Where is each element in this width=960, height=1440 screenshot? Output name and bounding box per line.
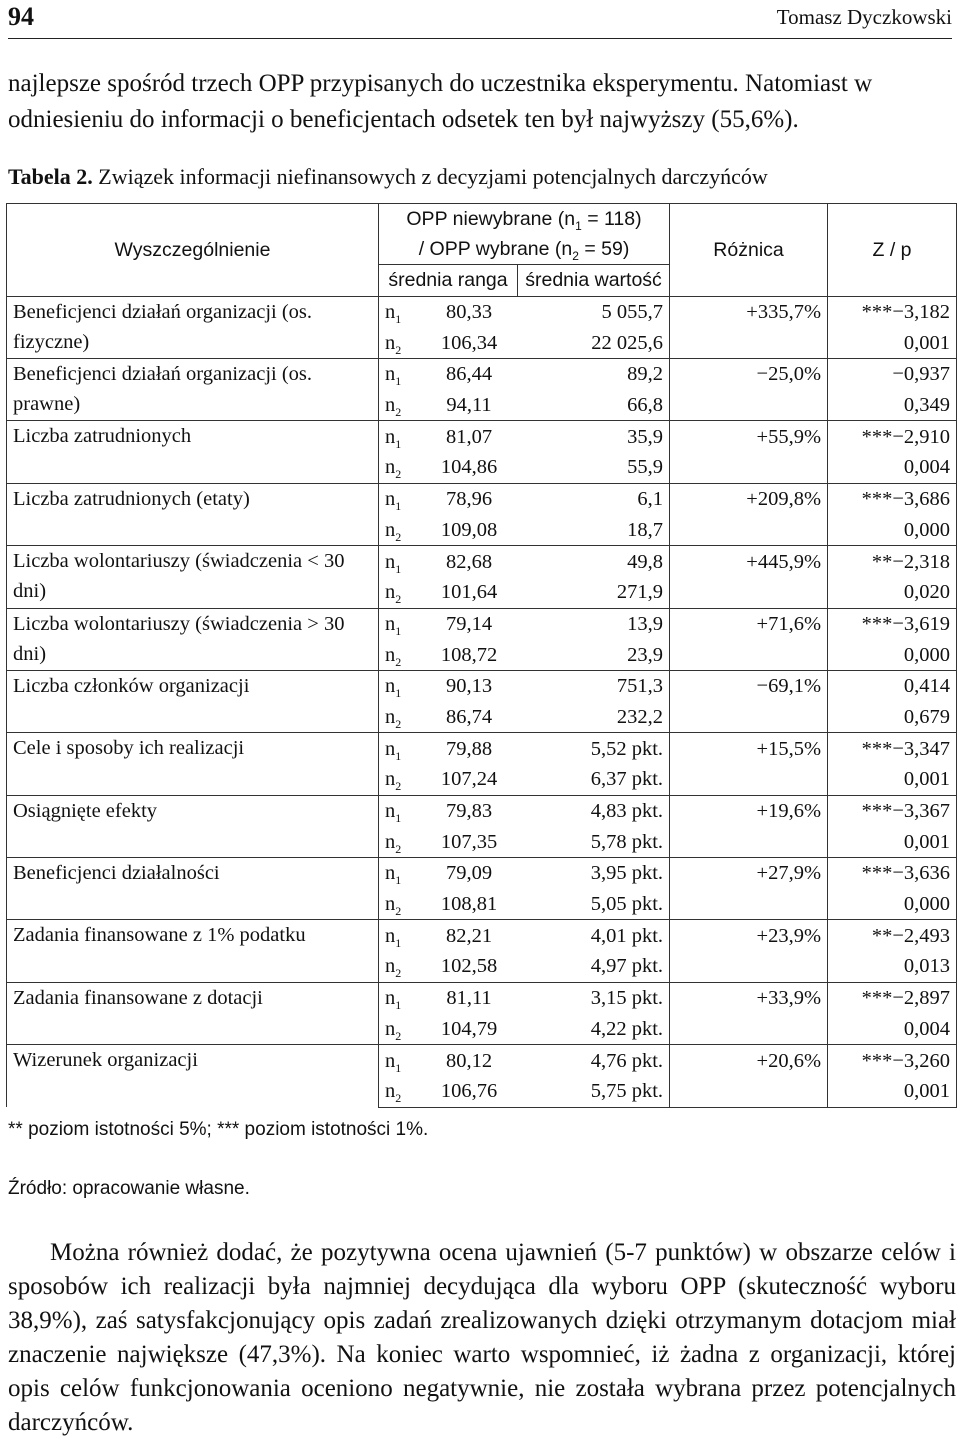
- group-subscript: 1: [395, 624, 402, 638]
- group-letter: n: [385, 301, 396, 324]
- p-value: 0,004: [828, 452, 957, 483]
- p-value: 0,000: [828, 889, 957, 920]
- difference: −69,1%: [670, 670, 828, 701]
- group-letter: n: [385, 394, 396, 417]
- group-subscript: 2: [395, 405, 402, 420]
- group-subscript: 2: [395, 592, 402, 607]
- group-letter: n: [385, 675, 396, 698]
- row-label: Zadania finansowane z 1% podatku: [7, 920, 379, 982]
- group-letter: n: [385, 862, 396, 885]
- mean-value: 35,9: [518, 421, 670, 452]
- group-letter: n: [385, 987, 396, 1010]
- row-label: Liczba członków organizacji: [7, 670, 379, 732]
- group-subscript: 1: [395, 561, 402, 576]
- group-subscript: 1: [395, 686, 402, 701]
- running-author: Tomasz Dyczkowski: [776, 5, 952, 29]
- difference: +33,9%: [670, 982, 828, 1013]
- difference-empty: [670, 327, 828, 358]
- group-letter: n: [385, 425, 396, 448]
- table-row: [7, 1045, 957, 1076]
- mean-rank: 79,09: [421, 858, 518, 889]
- mean-value: 49,8: [518, 546, 670, 577]
- group-letter: n: [385, 1017, 396, 1040]
- z-statistic: ***−3,347: [828, 733, 957, 764]
- difference: +19,6%: [670, 795, 828, 826]
- group-subscript: 1: [395, 935, 402, 950]
- mean-value: 5 055,7: [518, 296, 670, 327]
- mean-rank: 108,81: [440, 893, 498, 916]
- header-group-text: OPP niewybrane (n: [406, 208, 576, 230]
- header-cell: Z / p: [828, 204, 957, 297]
- table-row: [7, 546, 957, 577]
- row-label: Liczba zatrudnionych (etaty): [7, 483, 379, 545]
- group-subscript: 2: [395, 1091, 402, 1106]
- mean-rank: 90,13: [421, 670, 518, 701]
- z-statistic: ***−3,182: [828, 296, 957, 327]
- header-group-text: / OPP wybrane (n: [418, 238, 573, 260]
- group-letter: n: [385, 643, 396, 666]
- row-label: Osiągnięte efekty: [7, 795, 379, 857]
- group-subscript: 2: [395, 1028, 402, 1043]
- group-letter: n: [385, 456, 396, 479]
- mean-rank: 82,21: [421, 920, 518, 951]
- group-indicator: [379, 483, 421, 514]
- header-cell: Wyszczególnienie: [7, 204, 379, 297]
- p-value: 0,020: [828, 577, 957, 608]
- mean-rank: 80,12: [421, 1045, 518, 1076]
- mean-value: 6,37 pkt.: [518, 764, 670, 795]
- mean-value: 3,95 pkt.: [518, 858, 670, 889]
- table-row: [7, 359, 957, 390]
- group-subscript: 2: [395, 904, 402, 919]
- mean-rank: 82,68: [421, 546, 518, 577]
- table-caption: [8, 164, 768, 190]
- row-label: Liczba zatrudnionych: [7, 421, 379, 483]
- significance-note: ** poziom istotności 5%; *** poziom istotności 1%.: [8, 1119, 429, 1140]
- group-indicator: [379, 639, 421, 670]
- group-letter: n: [385, 612, 396, 635]
- mean-value: 4,76 pkt.: [518, 1045, 670, 1076]
- mean-value: 4,01 pkt.: [518, 920, 670, 951]
- mean-rank: 106,34: [440, 331, 498, 354]
- difference: +71,6%: [670, 608, 828, 639]
- header-group-line: [385, 204, 663, 234]
- header-cell: średnia wartość: [518, 265, 670, 297]
- group-indicator: [379, 951, 421, 982]
- group-letter: n: [385, 1080, 396, 1103]
- difference-empty: [670, 515, 828, 546]
- mean-value: 22 025,6: [518, 327, 670, 358]
- difference: +15,5%: [670, 733, 828, 764]
- group-subscript: 2: [395, 717, 402, 732]
- group-indicator: [379, 795, 421, 826]
- mean-value: 4,22 pkt.: [518, 1014, 670, 1045]
- table-row: [7, 920, 957, 951]
- group-letter: n: [385, 893, 396, 916]
- header-group: [379, 204, 670, 265]
- table-row: [7, 483, 957, 514]
- running-header: [8, 0, 952, 39]
- header-cell: Różnica: [670, 204, 828, 297]
- group-letter: n: [385, 737, 396, 760]
- group-indicator: [379, 577, 421, 608]
- mean-rank: 104,79: [440, 1017, 498, 1040]
- group-indicator: [379, 858, 421, 889]
- difference: +27,9%: [670, 858, 828, 889]
- z-statistic: ***−3,619: [828, 608, 957, 639]
- table-caption-text: Związek informacji niefinansowych z decyzjami potencjalnych darczyńców: [92, 164, 768, 189]
- mean-rank: 101,64: [440, 581, 498, 604]
- closing-paragraph: Można również dodać, że pozytywna ocena ujawnień (5-7 punktów) w obszarze celów i sposobów ich realizacji była najmniej decydująca dla wyboru OPP (skuteczność wyboru 38,9%), zaś satysfakcjonujący opis zadań zrealizowanych dzięki otrzymanym dotacjom miał znaczenie największe (47,3%). Na koniec warto wspomnieć, iż żadna z organizacji, której opis celów funkcjonowania oceniono negatywnie, nie została wybrana przez potencjalnych darczyńców.: [8, 1239, 956, 1436]
- group-indicator: [379, 327, 421, 358]
- difference-empty: [670, 951, 828, 982]
- difference: +209,8%: [670, 483, 828, 514]
- mean-rank: 104,86: [440, 456, 498, 479]
- group-letter: n: [385, 1049, 396, 1072]
- group-letter: n: [385, 488, 396, 511]
- table-row: [7, 733, 957, 764]
- difference-empty: [670, 702, 828, 733]
- mean-value: 5,75 pkt.: [518, 1076, 670, 1107]
- difference-empty: [670, 826, 828, 857]
- p-value: 0,001: [828, 826, 957, 857]
- mean-rank: 106,76: [421, 1076, 518, 1107]
- group-indicator: [379, 1045, 421, 1076]
- group-indicator: [379, 826, 421, 857]
- mean-rank: 81,11: [421, 982, 518, 1013]
- table-caption-label: Tabela 2.: [8, 164, 93, 189]
- row-label: Wizerunek organizacji: [7, 1045, 379, 1107]
- p-value: 0,000: [828, 639, 957, 670]
- group-subscript: 1: [395, 312, 402, 327]
- header-subscript: 1: [575, 218, 582, 233]
- mean-value: 5,78 pkt.: [518, 826, 670, 857]
- p-value: 0,001: [828, 1076, 957, 1107]
- z-statistic: ***−2,897: [828, 982, 957, 1013]
- difference: +445,9%: [670, 546, 828, 577]
- p-value: 0,013: [828, 951, 957, 982]
- group-subscript: 2: [395, 654, 402, 669]
- row-label: Beneficjenci działań organizacji (os. fizyczne): [7, 296, 379, 358]
- group-letter: n: [385, 955, 396, 978]
- difference-empty: [670, 764, 828, 795]
- mean-rank: 78,96: [421, 483, 518, 514]
- mean-rank: 86,44: [421, 359, 518, 390]
- mean-rank: 107,35: [440, 830, 498, 853]
- group-letter: n: [385, 800, 396, 823]
- mean-value: 271,9: [518, 577, 670, 608]
- group-subscript: 1: [395, 873, 402, 888]
- mean-value: 6,1: [518, 483, 670, 514]
- group-subscript: 1: [395, 998, 402, 1013]
- header-group-text: = 59): [578, 238, 630, 260]
- difference-empty: [670, 1014, 828, 1045]
- table-row: [7, 296, 957, 327]
- row-label: Liczba wolontariuszy (świadczenia < 30 dni): [7, 546, 379, 608]
- source-note: Źródło: opracowanie własne.: [8, 1178, 250, 1199]
- header-group-line: [385, 234, 663, 264]
- group-subscript: 2: [395, 779, 402, 794]
- mean-rank: 81,07: [421, 421, 518, 452]
- table-row: [7, 858, 957, 889]
- row-label: Cele i sposoby ich realizacji: [7, 733, 379, 795]
- group-subscript: 2: [395, 342, 402, 357]
- mean-value: 4,97 pkt.: [518, 951, 670, 982]
- difference: +55,9%: [670, 421, 828, 452]
- group-indicator: [379, 1076, 421, 1107]
- mean-value: 18,7: [518, 515, 670, 546]
- mean-value: 66,8: [518, 390, 670, 421]
- difference-empty: [670, 1076, 828, 1107]
- z-statistic: ***−3,636: [828, 858, 957, 889]
- group-letter: n: [385, 518, 396, 541]
- table-row: [7, 421, 957, 452]
- group-indicator: [379, 733, 421, 764]
- mean-value: 5,05 pkt.: [518, 889, 670, 920]
- group-letter: n: [385, 331, 396, 354]
- group-subscript: 1: [395, 748, 402, 763]
- mean-value: 3,15 pkt.: [518, 982, 670, 1013]
- group-indicator: [379, 982, 421, 1013]
- group-subscript: 2: [395, 841, 402, 856]
- z-statistic: **−2,493: [828, 920, 957, 951]
- group-letter: n: [385, 830, 396, 853]
- difference-empty: [670, 452, 828, 483]
- group-indicator: [379, 608, 421, 639]
- mean-value: 5,52 pkt.: [518, 733, 670, 764]
- table-row: [7, 795, 957, 826]
- row-label: Liczba wolontariuszy (świadczenia > 30 dni): [7, 608, 379, 670]
- mean-rank: 108,72: [440, 643, 498, 666]
- group-indicator: [379, 670, 421, 701]
- mean-value: 232,2: [518, 702, 670, 733]
- z-statistic: ***−3,686: [828, 483, 957, 514]
- mean-rank: 94,11: [446, 394, 492, 417]
- mean-rank: 79,88: [421, 733, 518, 764]
- group-letter: n: [385, 705, 396, 728]
- group-letter: n: [385, 363, 396, 386]
- p-value: 0,000: [828, 515, 957, 546]
- mean-rank: 79,14: [421, 608, 518, 639]
- mean-rank: 86,74: [445, 705, 493, 728]
- mean-value: 751,3: [518, 670, 670, 701]
- difference: +23,9%: [670, 920, 828, 951]
- group-indicator: [379, 359, 421, 390]
- row-label: Zadania finansowane z dotacji: [7, 982, 379, 1044]
- mean-value: 23,9: [518, 639, 670, 670]
- group-indicator: [379, 764, 421, 795]
- difference-empty: [670, 577, 828, 608]
- p-value: 0,001: [828, 327, 957, 358]
- mean-value: 55,9: [518, 452, 670, 483]
- p-value: 0,001: [828, 764, 957, 795]
- mean-rank: 107,24: [440, 768, 498, 791]
- z-statistic: ***−3,367: [828, 795, 957, 826]
- group-letter: n: [385, 581, 396, 604]
- group-subscript: 2: [395, 966, 402, 981]
- group-subscript: 1: [395, 499, 402, 514]
- difference: −25,0%: [670, 359, 828, 390]
- z-statistic: ***−2,910: [828, 421, 957, 452]
- group-indicator: [379, 889, 421, 920]
- mean-value: 4,83 pkt.: [518, 795, 670, 826]
- mean-rank: 109,08: [440, 518, 498, 541]
- data-table: [6, 203, 957, 1108]
- p-value: 0,349: [828, 390, 957, 421]
- mean-rank: 80,33: [421, 296, 518, 327]
- mean-value: 13,9: [518, 608, 670, 639]
- header-cell: średnia ranga: [379, 265, 518, 297]
- group-subscript: 1: [395, 436, 402, 451]
- difference: +335,7%: [670, 296, 828, 327]
- group-subscript: 1: [395, 811, 402, 826]
- group-subscript: 2: [395, 529, 402, 544]
- table-row: [7, 982, 957, 1013]
- row-label: Beneficjenci działalności: [7, 858, 379, 920]
- z-statistic: 0,414: [828, 670, 957, 701]
- header-subscript: 2: [572, 248, 579, 263]
- p-value: 0,004: [828, 1014, 957, 1045]
- table-row: [7, 608, 957, 639]
- group-indicator: [379, 920, 421, 951]
- p-value: 0,679: [828, 702, 957, 733]
- group-indicator: [379, 421, 421, 452]
- difference-empty: [670, 390, 828, 421]
- group-indicator: [379, 546, 421, 577]
- group-subscript: 1: [395, 1060, 402, 1075]
- group-indicator: [379, 452, 421, 483]
- difference: +20,6%: [670, 1045, 828, 1076]
- group-subscript: 2: [395, 467, 402, 482]
- group-indicator: [379, 296, 421, 327]
- group-letter: n: [385, 924, 396, 947]
- group-indicator: [379, 390, 421, 421]
- group-indicator: [379, 702, 421, 733]
- z-statistic: ***−3,260: [828, 1045, 957, 1076]
- mean-rank: 79,83: [421, 795, 518, 826]
- group-letter: n: [385, 550, 396, 573]
- page-number: 94: [8, 2, 34, 31]
- mean-rank: 102,58: [440, 955, 498, 978]
- header-group-text: = 118): [581, 208, 642, 230]
- row-label: Beneficjenci działań organizacji (os. prawne): [7, 359, 379, 421]
- difference-empty: [670, 639, 828, 670]
- group-indicator: [379, 1014, 421, 1045]
- difference-empty: [670, 889, 828, 920]
- z-statistic: **−2,318: [828, 546, 957, 577]
- intro-paragraph: najlepsze spośród trzech OPP przypisanych do uczestnika eksperymentu. Natomiast w odniesieniu do informacji o beneficjentach odsetek ten był najwyższy (55,6%).: [8, 70, 873, 133]
- group-subscript: 1: [395, 374, 402, 389]
- group-indicator: [379, 515, 421, 546]
- z-statistic: −0,937: [828, 359, 957, 390]
- mean-value: 89,2: [518, 359, 670, 390]
- group-letter: n: [385, 768, 396, 791]
- table-row: [7, 670, 957, 701]
